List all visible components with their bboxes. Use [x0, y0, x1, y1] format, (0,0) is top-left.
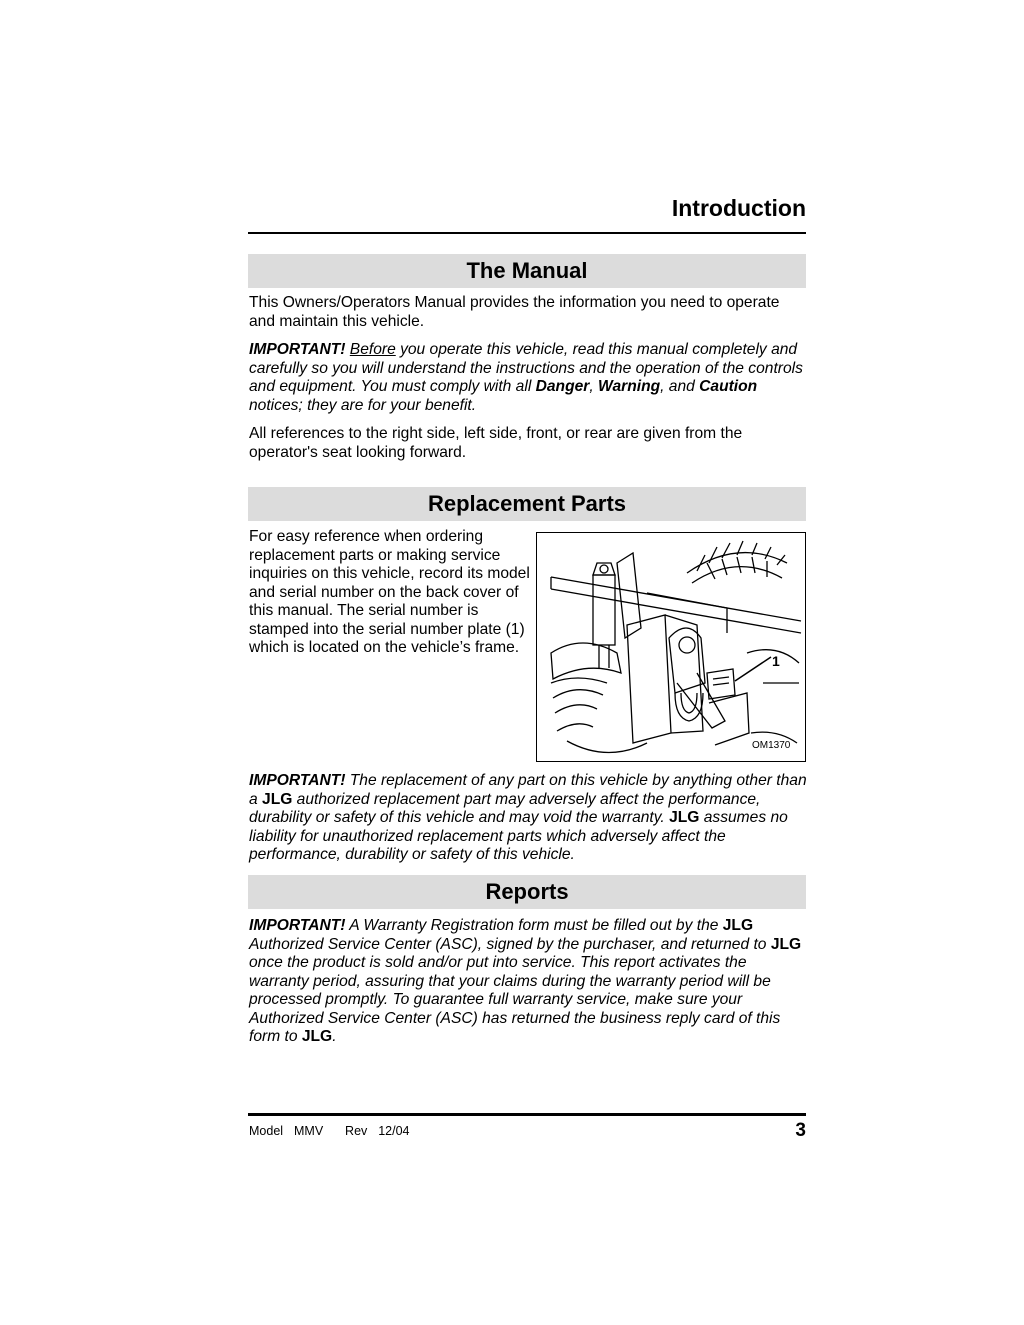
- notice-text: once the product is sold and/or put into service. This report activates the warranty period, assuring that your claims during the warranty period will be processed promptly. To guarantee full warranty service, make sure your Authorized Service Center (ASC) has returned the business reply card of this form to: [249, 954, 781, 1045]
- jlg-brand: JLG: [262, 790, 293, 808]
- replacement-important-notice: [249, 772, 809, 865]
- section-heading: Reports: [485, 879, 569, 904]
- section-heading: Replacement Parts: [427, 491, 627, 516]
- figure-callout-number: 1: [772, 653, 780, 669]
- section-header-the-manual: [248, 254, 806, 288]
- serial-plate-figure: [536, 532, 806, 762]
- notice-text: .: [332, 1028, 337, 1045]
- manual-references: All references to the right side, left side, front, or rear are given from the operator's seat looking forward.: [249, 425, 743, 461]
- notice-text: A Warranty Registration form must be filled out by the: [345, 917, 723, 934]
- page-number: 3: [795, 1120, 806, 1141]
- notice-text: , and: [660, 378, 700, 395]
- serial-plate-illustration: [537, 533, 807, 763]
- footer-model-revision: Model MMV Rev 12/04: [249, 1124, 410, 1138]
- replacement-parts-text: For easy reference when ordering replacement parts or making service inquiries on this vehicle, record its model and serial number on the back cover of this manual. The serial number is stamped into the serial number plate (1) which is located on the vehicle’s frame.: [249, 528, 530, 656]
- jlg-brand: JLG: [722, 917, 754, 934]
- important-label: IMPORTANT!: [249, 772, 346, 789]
- danger-word: Danger: [535, 378, 590, 395]
- manual-important-notice: [249, 341, 809, 415]
- notice-text: authorized replacement part may adversely affect the performance, durability or safety of this vehicle and may void the warranty.: [249, 790, 761, 826]
- notice-text: notices; they are for your benefit.: [249, 396, 477, 414]
- figure-code: OM1370: [752, 740, 791, 751]
- footer-rule: [248, 1113, 806, 1116]
- jlg-brand: JLG: [770, 935, 802, 953]
- notice-text: assumes no liability for unauthorized replacement parts which adversely affect the performance, durability or safety of this vehicle.: [249, 809, 788, 863]
- section-heading: The Manual: [466, 258, 588, 283]
- notice-text: you operate this vehicle, read this manual completely and carefully so you will understand the instructions and the operation of the controls and equipment. You must comply with all: [249, 341, 803, 395]
- jlg-brand: JLG: [669, 809, 700, 826]
- caution-word: Caution: [699, 378, 758, 395]
- manual-intro: This Owners/Operators Manual provides the information you need to operate and maintain this vehicle.: [249, 294, 780, 330]
- section-header-reports: [248, 875, 806, 909]
- warning-word: Warning: [598, 378, 661, 395]
- page-title: Introduction: [671, 195, 806, 221]
- reports-important-notice: [249, 917, 809, 1047]
- jlg-brand: JLG: [301, 1028, 333, 1045]
- notice-text: ,: [589, 378, 599, 395]
- notice-text: Authorized Service Center (ASC), signed by the purchaser, and returned to: [249, 935, 771, 953]
- important-label: IMPORTANT!: [249, 341, 346, 358]
- before-word: Before: [349, 341, 396, 358]
- notice-text: The replacement of any part on this vehicle by anything other than a: [249, 772, 807, 808]
- section-header-replacement-parts: [248, 487, 806, 521]
- important-label: IMPORTANT!: [249, 917, 346, 934]
- title-rule: [248, 232, 806, 234]
